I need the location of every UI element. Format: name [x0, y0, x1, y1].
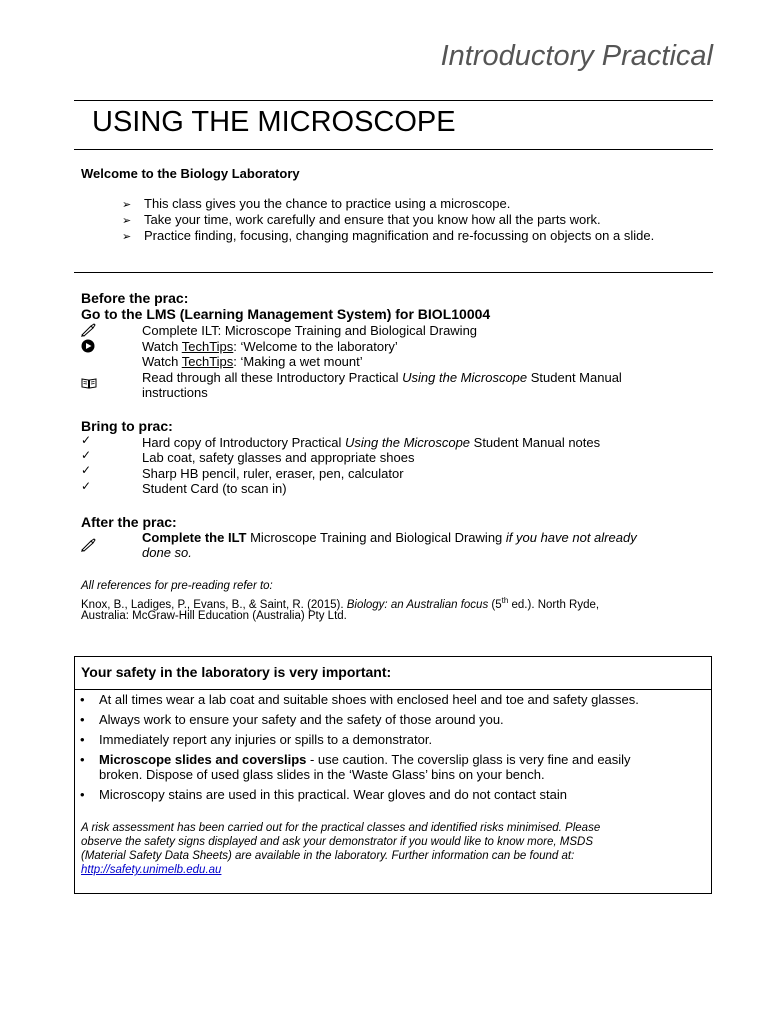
citation-edition: (5	[488, 598, 502, 611]
safety-list-item	[80, 692, 700, 707]
risk-assessment-note	[81, 821, 691, 877]
intro-bullet	[122, 196, 510, 211]
read-text-end: Student Manual	[527, 370, 622, 385]
citation-place: ed.). North Ryde,	[508, 598, 600, 611]
before-item-read-manual-line2: instructions	[142, 385, 208, 400]
checkmark-icon: ✓	[81, 479, 92, 493]
bring-prac-heading: Bring to prac:	[81, 418, 173, 434]
after-item-italic: if you have not already	[505, 530, 637, 545]
safety-box-divider	[74, 689, 712, 690]
bullet: •	[80, 787, 85, 802]
safety-list-item	[80, 732, 700, 747]
checkmark-icon: ✓	[81, 433, 92, 447]
safety-item-text: At all times wear a lab coat and suitable shoes with enclosed heel and toe and safety glasses.	[99, 692, 639, 707]
safety-item-bold: Microscope slides and coverslips	[99, 752, 307, 767]
bring-text-end: Student Manual notes	[470, 435, 601, 450]
safety-list-item	[80, 787, 700, 802]
writing-hand-icon	[81, 323, 97, 337]
techtips-title: : ‘Making a wet mount’	[233, 354, 363, 369]
manual-title: Using the Microscope	[345, 435, 471, 450]
bring-item-labcoat: Lab coat, safety glasses and appropriate shoes	[142, 450, 415, 465]
citation-title: Biology: an Australian focus	[346, 598, 489, 611]
read-text: Read through all these Introductory Practical	[142, 370, 403, 385]
bring-item-pencil: Sharp HB pencil, ruler, eraser, pen, calculator	[142, 466, 404, 481]
safety-item-text	[80, 752, 700, 767]
watch-label: Watch	[142, 354, 182, 369]
safety-list-item	[80, 712, 700, 727]
bring-item-hardcopy	[142, 435, 600, 450]
arrow-bullet-icon: ➢	[122, 215, 132, 227]
safety-item-text: Microscopy stains are used in this practical. Wear gloves and do not contact stain	[99, 787, 567, 802]
bullet: •	[80, 732, 85, 747]
before-item-techtips-welcome	[142, 339, 398, 354]
safety-box-title: Your safety in the laboratory is very important:	[81, 664, 392, 680]
bring-text: Hard copy of Introductory Practical	[142, 435, 346, 450]
lms-subheading: Go to the LMS (Learning Management System) for BIOL10004	[81, 306, 491, 322]
safety-item-text: Always work to ensure your safety and the safety of those around you.	[99, 712, 504, 727]
safety-item-text: Immediately report any injuries or spills to a demonstrator.	[99, 732, 433, 747]
welcome-heading: Welcome to the Biology Laboratory	[81, 166, 300, 181]
intro-bullet-text: Take your time, work carefully and ensure that you know how all the parts work.	[144, 212, 601, 227]
checkmark-icon: ✓	[81, 463, 92, 477]
intro-bullet	[122, 228, 654, 243]
manual-title: Using the Microscope	[402, 370, 528, 385]
safety-list-item-continued	[80, 767, 700, 782]
safety-website-link[interactable]: http://safety.unimelb.edu.au	[81, 864, 222, 876]
title-top-rule	[74, 100, 713, 101]
header-title: Introductory Practical	[440, 40, 713, 72]
intro-bullet	[122, 212, 601, 227]
techtips-title: : ‘Welcome to the laboratory’	[233, 339, 398, 354]
bullet: •	[80, 692, 85, 707]
intro-bullet-text: This class gives you the chance to practice using a microscope.	[144, 196, 511, 211]
arrow-bullet-icon: ➢	[122, 199, 132, 211]
before-item-read-manual	[142, 370, 622, 385]
before-item-ilt: Complete ILT: Microscope Training and Biological Drawing	[142, 323, 478, 338]
arrow-bullet-icon: ➢	[122, 231, 132, 243]
writing-hand-icon	[81, 538, 97, 552]
after-item-ilt	[142, 530, 637, 545]
risk-note-line: A risk assessment has been carried out for the practical classes and identified risks minimised. Please	[81, 822, 601, 834]
intro-bullet-text: Practice finding, focusing, changing magnification and re-focussing on objects on a slide.	[144, 228, 655, 243]
after-item-text: Microscope Training and Biological Drawing	[246, 530, 506, 545]
after-prac-heading: After the prac:	[81, 514, 177, 530]
after-item-line2: done so.	[142, 545, 192, 560]
safety-item-text: broken. Dispose of used glass slides in the ‘Waste Glass’ bins on your bench.	[99, 767, 545, 782]
page-title: USING THE MICROSCOPE	[92, 106, 456, 138]
safety-item-rest: - use caution. The coverslip glass is very fine and easily	[306, 752, 631, 767]
checkmark-icon: ✓	[81, 448, 92, 462]
after-item-bold: Complete the ILT	[142, 530, 247, 545]
play-circle-icon	[81, 339, 97, 353]
before-prac-heading: Before the prac:	[81, 290, 189, 306]
citation-authors: Knox, B., Ladiges, P., Evans, B., & Saint, R. (2015).	[81, 598, 347, 611]
bullet: •	[80, 712, 85, 727]
reference-citation-line2: Australia: McGraw-Hill Education (Australia) Pty Ltd.	[81, 610, 347, 622]
title-bottom-rule	[74, 149, 713, 150]
before-item-techtips-wetmount	[142, 354, 363, 369]
techtips-link[interactable]: TechTips	[181, 354, 234, 369]
watch-label: Watch	[142, 339, 182, 354]
safety-list-item	[80, 752, 700, 767]
section-rule	[74, 272, 713, 273]
open-book-icon	[81, 377, 97, 389]
bring-item-card: Student Card (to scan in)	[142, 481, 287, 496]
risk-note-line: observe the safety signs displayed and ask your demonstrator if you would like to know more, MSDS	[81, 836, 593, 848]
references-intro: All references for pre-reading refer to:	[81, 580, 273, 592]
citation-edition-sup: th	[501, 596, 509, 605]
techtips-link[interactable]: TechTips	[181, 339, 234, 354]
bullet: •	[80, 752, 85, 767]
risk-note-line: (Material Safety Data Sheets) are available in the laboratory. Further information can be found at:	[81, 850, 575, 862]
